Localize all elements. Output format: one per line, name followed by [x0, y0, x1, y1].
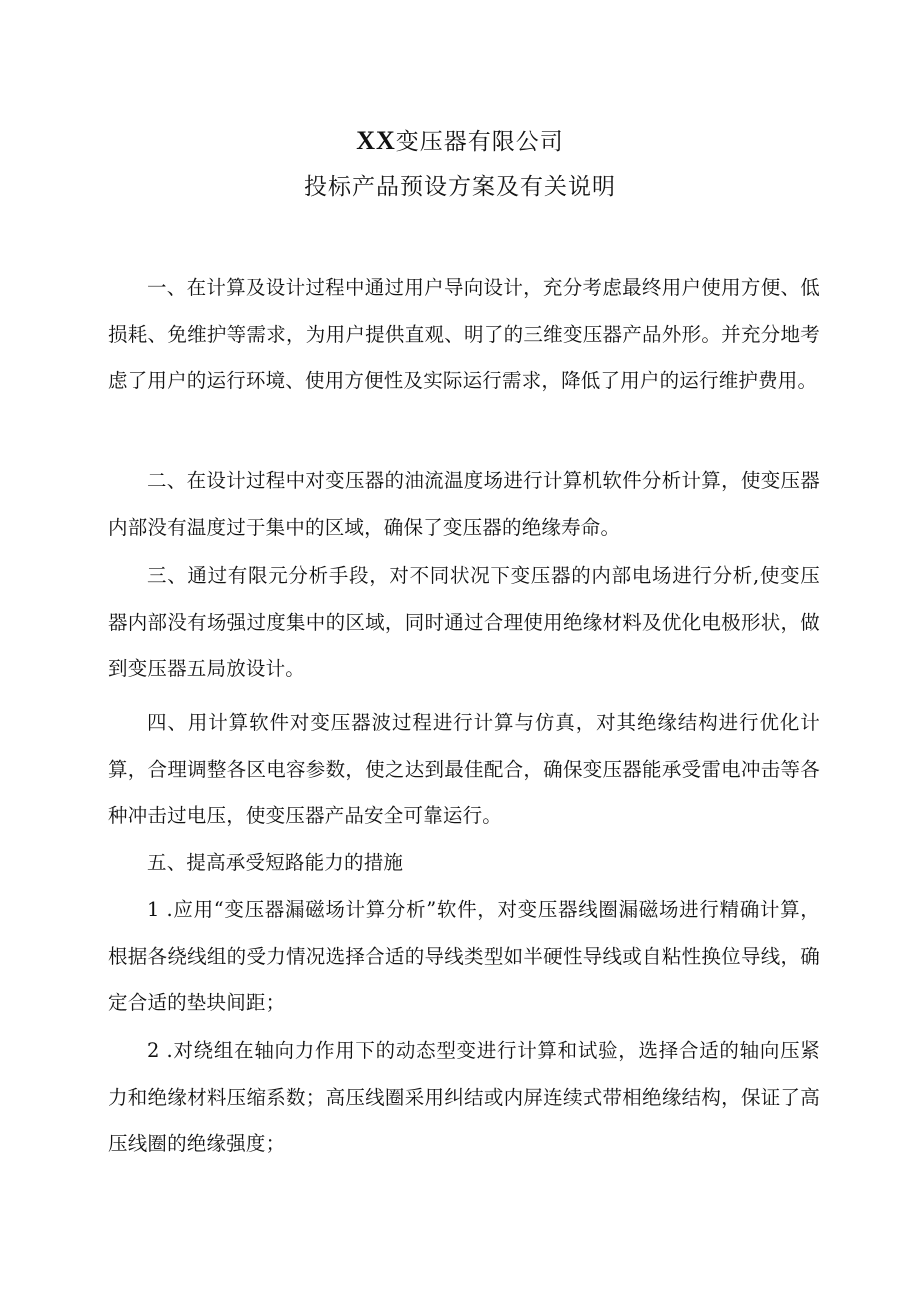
- paragraph-7-axial-force-item: 2 .对绕组在轴向力作用下的动态型变进行计算和试验，选择合适的轴向压紧力和绝缘材料压缩系数；高压线圈采用纠结或内屏连续式带相绝缘结构，保证了高压线圈的绝缘强度；: [108, 1039, 820, 1155]
- paragraph-2-oil-flow-temperature: 二、在设计过程中对变压器的油流温度场进行计算机软件分析计算，使变压器内部没有温度过于集中的区域，确保了变压器的绝缘寿命。: [108, 469, 820, 539]
- paragraph-4-wave-process-simulation: 四、用计算软件对变压器波过程进行计算与仿真，对其绝缘结构进行优化计算，合理调整各区电容参数，使之达到最佳配合，确保变压器能承受雷电冲击等各种冲击过电压，使变压器产品安全可靠运行。: [108, 711, 820, 827]
- document-subtitle: 投标产品预设方案及有关说明: [304, 174, 616, 200]
- paragraph-5-short-circuit-heading: 五、提高承受短路能力的措施: [147, 851, 404, 874]
- title-prefix: XX: [356, 126, 396, 155]
- paragraph-6-leakage-field-item: 1 .应用“变压器漏磁场计算分析”软件，对变压器线圈漏磁场进行精确计算，根据各绕线组的受力情况选择合适的导线类型如半硬性导线或自粘性换位导线，确定合适的垫块间距；: [108, 898, 820, 1014]
- paragraph-3-finite-element-analysis: 三、通过有限元分析手段，对不同状况下变压器的内部电场进行分析,使变压器内部没有场强过度集中的区域，同时通过合理使用绝缘材料及优化电极形状，做到变压器五局放设计。: [108, 564, 820, 680]
- document-title: [0, 126, 920, 157]
- title-company: 变压器有限公司: [395, 129, 564, 155]
- paragraph-1-user-oriented-design: 一、在计算及设计过程中通过用户导向设计，充分考虑最终用户使用方便、低损耗、免维护等需求，为用户提供直观、明了的三维变压器产品外形。并充分地考虑了用户的运行环境、使用方便性及实际运行需求，降低了用户的运行维护费用。: [108, 276, 820, 392]
